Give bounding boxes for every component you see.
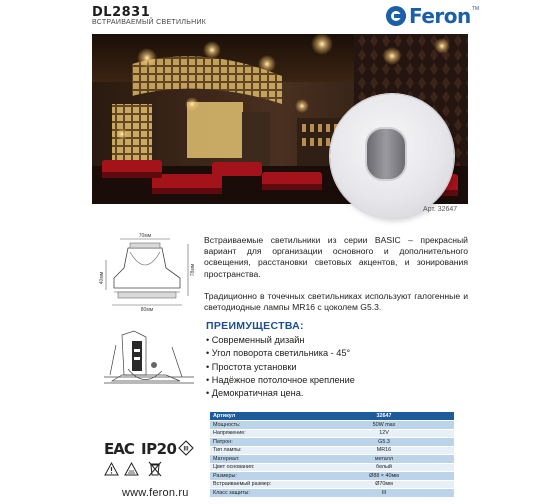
specs-row xyxy=(210,412,454,421)
dim-top-label: 70мм xyxy=(138,233,152,239)
dim-left-label: 40мм xyxy=(99,271,105,285)
spec-value: MR16 xyxy=(314,446,454,455)
model-block xyxy=(92,6,206,26)
feron-logo-tm: TM xyxy=(471,6,479,12)
protection-class-label: III xyxy=(183,446,189,453)
spec-label: Патрон: xyxy=(210,438,314,447)
dimension-drawing xyxy=(99,230,200,313)
model-code: DL2831 xyxy=(92,5,151,20)
luminaire-opening xyxy=(365,127,407,181)
specs-row xyxy=(210,489,454,498)
spec-value: металл xyxy=(314,455,454,464)
dim-right-label: 78мм xyxy=(190,263,196,277)
spec-value: Ø70мм xyxy=(314,480,454,489)
advantage-item: • Угол поворота светильника - 45° xyxy=(206,348,351,359)
spec-value: Ø88 × 40мм xyxy=(314,472,454,481)
spec-value: III xyxy=(314,489,454,498)
spec-label: Встраиваемый размер: xyxy=(210,480,314,489)
feron-logo-text: Feron xyxy=(409,4,471,28)
dim-bottom-label: 80мм xyxy=(140,307,154,313)
model-subtitle: ВСТРАИВАЕМЫЙ СВЕТИЛЬНИК xyxy=(92,19,207,26)
feron-logo xyxy=(386,4,479,28)
protection-class-icon xyxy=(178,440,194,456)
advantage-item: • Современный дизайн xyxy=(206,335,305,345)
specs-row xyxy=(210,455,454,464)
advantages-title: ПРЕИМУЩЕСТВА: xyxy=(206,320,304,332)
spec-value: 50W max xyxy=(314,421,454,430)
description-paragraph-1: Встраиваемые светильники из серии BASIC – прекрасный вариант для организации основного и дополнительного освещения, расстановки световых акцентов, и зонирования пространства. xyxy=(204,235,468,279)
description xyxy=(204,235,468,313)
eac-mark: EAC xyxy=(104,440,134,458)
spec-label: Цвет основания: xyxy=(210,463,314,472)
specs-table xyxy=(210,412,454,498)
advantage-item: • Демократичная цена. xyxy=(206,388,304,399)
warning-triangle-icon xyxy=(104,462,119,476)
spec-value: 12V xyxy=(314,429,454,438)
specs-row xyxy=(210,438,454,447)
specs-row xyxy=(210,429,454,438)
feron-logo-icon xyxy=(386,6,406,26)
spec-value: белый xyxy=(314,463,454,472)
installation-drawing xyxy=(104,325,194,405)
article-number: Арт. 32647 xyxy=(423,206,458,213)
spec-value: G5.3 xyxy=(314,438,454,447)
specs-row xyxy=(210,421,454,430)
specs-row xyxy=(210,446,454,455)
spec-label: Напряжение: xyxy=(210,429,314,438)
ip-rating-mark: IP20 xyxy=(141,440,177,458)
spec-label: Тип лампы: xyxy=(210,446,314,455)
specs-row xyxy=(210,463,454,472)
spec-label: Класс защиты: xyxy=(210,489,314,498)
advantages-list xyxy=(206,334,355,400)
spec-label: Мощность: xyxy=(210,421,314,430)
description-paragraph-2: Традиционно в точечных светильниках используют галогенные и светодиодные лампы MR16 с цоколем G5.3. xyxy=(204,290,468,313)
spec-label: Артикул xyxy=(210,412,314,421)
specs-row xyxy=(210,480,454,489)
spec-label: Материал: xyxy=(210,455,314,464)
specs-row xyxy=(210,472,454,481)
luminaire-photo xyxy=(330,94,454,218)
weee-bin-icon xyxy=(148,461,162,477)
advantage-item: • Надёжное потолочное крепление xyxy=(206,374,355,385)
advantage-item: • Простота установки xyxy=(206,361,297,372)
spec-label: Размеры: xyxy=(210,472,314,481)
spec-value: 32647 xyxy=(314,412,454,421)
website-link[interactable]: www.feron.ru xyxy=(122,487,189,499)
not-for-insulation-icon xyxy=(124,462,139,476)
